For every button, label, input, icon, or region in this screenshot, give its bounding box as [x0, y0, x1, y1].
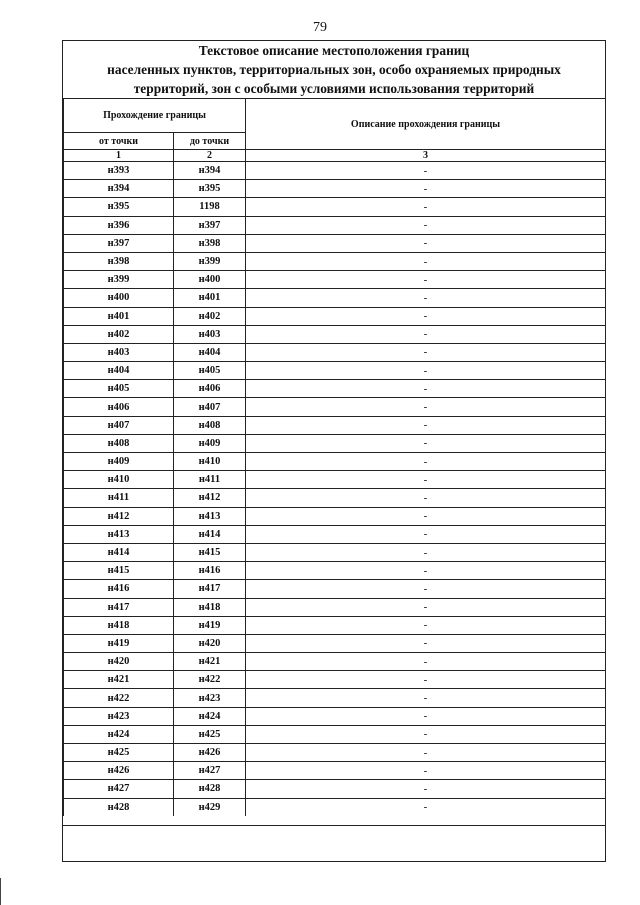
- cell-to-point: н398: [174, 234, 246, 252]
- cell-to-point: н402: [174, 307, 246, 325]
- title-line: населенных пунктов, территориальных зон, особо охраняемых природных: [107, 62, 561, 77]
- table-row: [64, 307, 606, 325]
- column-number-3: 3: [246, 150, 606, 162]
- table-row: [64, 507, 606, 525]
- cell-from-point: н413: [64, 525, 174, 543]
- cell-description: -: [246, 762, 606, 780]
- table-row: [64, 744, 606, 762]
- cell-from-point: н401: [64, 307, 174, 325]
- cell-description: -: [246, 216, 606, 234]
- table-body: [64, 162, 606, 816]
- cell-from-point: н420: [64, 653, 174, 671]
- table-row: [64, 562, 606, 580]
- cell-description: -: [246, 271, 606, 289]
- cell-to-point: н406: [174, 380, 246, 398]
- cell-description: -: [246, 562, 606, 580]
- cell-from-point: н412: [64, 507, 174, 525]
- cell-from-point: н422: [64, 689, 174, 707]
- table-header: [64, 99, 606, 162]
- cell-from-point: н407: [64, 416, 174, 434]
- cell-to-point: н421: [174, 653, 246, 671]
- cell-from-point: н397: [64, 234, 174, 252]
- cell-to-point: н407: [174, 398, 246, 416]
- cell-to-point: н413: [174, 507, 246, 525]
- table-row: [64, 198, 606, 216]
- cell-description: -: [246, 416, 606, 434]
- cell-from-point: н406: [64, 398, 174, 416]
- cell-description: -: [246, 671, 606, 689]
- cell-to-point: н404: [174, 343, 246, 361]
- table-row: [64, 416, 606, 434]
- cell-from-point: н425: [64, 744, 174, 762]
- table-row: [64, 798, 606, 816]
- cell-description: -: [246, 707, 606, 725]
- cell-description: -: [246, 198, 606, 216]
- header-from-point: от точки: [64, 133, 174, 150]
- cell-from-point: н398: [64, 252, 174, 270]
- table-row: [64, 325, 606, 343]
- table-row: [64, 616, 606, 634]
- cell-to-point: н411: [174, 471, 246, 489]
- cell-to-point: н419: [174, 616, 246, 634]
- cell-description: -: [246, 780, 606, 798]
- cell-to-point: н408: [174, 416, 246, 434]
- table-row: [64, 362, 606, 380]
- cell-description: -: [246, 343, 606, 361]
- cell-from-point: н408: [64, 434, 174, 452]
- table-row: [64, 762, 606, 780]
- cell-to-point: н395: [174, 180, 246, 198]
- cell-description: -: [246, 507, 606, 525]
- table-row: [64, 343, 606, 361]
- cell-to-point: н428: [174, 780, 246, 798]
- table-row: [64, 707, 606, 725]
- table-bottom-line: [63, 825, 605, 826]
- cell-description: -: [246, 598, 606, 616]
- cell-from-point: н395: [64, 198, 174, 216]
- cell-description: -: [246, 471, 606, 489]
- cell-description: -: [246, 380, 606, 398]
- cell-from-point: н400: [64, 289, 174, 307]
- cell-to-point: н414: [174, 525, 246, 543]
- cell-description: -: [246, 580, 606, 598]
- cell-to-point: н397: [174, 216, 246, 234]
- table-row: [64, 489, 606, 507]
- cell-from-point: н427: [64, 780, 174, 798]
- cell-from-point: н428: [64, 798, 174, 816]
- page-number: 79: [313, 20, 327, 35]
- cell-description: -: [246, 307, 606, 325]
- cell-to-point: н403: [174, 325, 246, 343]
- cell-description: -: [246, 489, 606, 507]
- table-row: [64, 543, 606, 561]
- table-row: [64, 252, 606, 270]
- cell-description: -: [246, 725, 606, 743]
- cell-description: -: [246, 252, 606, 270]
- cell-from-point: н417: [64, 598, 174, 616]
- cell-to-point: н412: [174, 489, 246, 507]
- table-row: [64, 289, 606, 307]
- cell-to-point: н399: [174, 252, 246, 270]
- table-row: [64, 271, 606, 289]
- cell-description: -: [246, 653, 606, 671]
- cell-from-point: н424: [64, 725, 174, 743]
- cell-to-point: н425: [174, 725, 246, 743]
- cell-from-point: н411: [64, 489, 174, 507]
- cell-to-point: н405: [174, 362, 246, 380]
- cell-description: -: [246, 453, 606, 471]
- cell-from-point: н421: [64, 671, 174, 689]
- cell-from-point: н419: [64, 634, 174, 652]
- cell-description: -: [246, 689, 606, 707]
- cell-from-point: н393: [64, 162, 174, 180]
- table-row: [64, 434, 606, 452]
- cell-from-point: н394: [64, 180, 174, 198]
- cell-description: -: [246, 180, 606, 198]
- cell-to-point: 1198: [174, 198, 246, 216]
- cell-to-point: н420: [174, 634, 246, 652]
- cell-to-point: н427: [174, 762, 246, 780]
- cell-to-point: н423: [174, 689, 246, 707]
- cell-from-point: н426: [64, 762, 174, 780]
- table-row: [64, 398, 606, 416]
- cell-to-point: н415: [174, 543, 246, 561]
- cell-description: -: [246, 325, 606, 343]
- cell-from-point: н415: [64, 562, 174, 580]
- cell-to-point: н426: [174, 744, 246, 762]
- document-frame: [62, 40, 606, 862]
- cell-to-point: н400: [174, 271, 246, 289]
- cell-to-point: н429: [174, 798, 246, 816]
- table-row: [64, 234, 606, 252]
- cell-description: -: [246, 798, 606, 816]
- cell-from-point: н405: [64, 380, 174, 398]
- cell-description: -: [246, 634, 606, 652]
- table-row: [64, 216, 606, 234]
- title-line: Текстовое описание местоположения границ: [198, 43, 470, 58]
- table-row: [64, 689, 606, 707]
- table-row: [64, 380, 606, 398]
- cell-description: -: [246, 525, 606, 543]
- cell-to-point: н422: [174, 671, 246, 689]
- table-row: [64, 525, 606, 543]
- cell-to-point: н409: [174, 434, 246, 452]
- document-title: [63, 41, 605, 98]
- table-row: [64, 598, 606, 616]
- header-passage: Прохождение границы: [64, 99, 246, 133]
- column-number-1: 1: [64, 150, 174, 162]
- table-row: [64, 453, 606, 471]
- cell-from-point: н410: [64, 471, 174, 489]
- cell-description: -: [246, 616, 606, 634]
- table-row: [64, 671, 606, 689]
- cell-to-point: н394: [174, 162, 246, 180]
- boundary-table: [63, 98, 606, 816]
- cell-to-point: н424: [174, 707, 246, 725]
- cell-to-point: н416: [174, 562, 246, 580]
- scan-edge-mark: [0, 878, 1, 905]
- table-row: [64, 180, 606, 198]
- column-number-2: 2: [174, 150, 246, 162]
- cell-from-point: н403: [64, 343, 174, 361]
- table-row: [64, 653, 606, 671]
- table-row: [64, 725, 606, 743]
- cell-from-point: н423: [64, 707, 174, 725]
- cell-description: -: [246, 744, 606, 762]
- table-row: [64, 580, 606, 598]
- title-line: территорий, зон с особыми условиями использования территорий: [133, 81, 535, 96]
- cell-from-point: н409: [64, 453, 174, 471]
- table-row: [64, 780, 606, 798]
- table-row: [64, 634, 606, 652]
- cell-description: -: [246, 162, 606, 180]
- cell-to-point: н418: [174, 598, 246, 616]
- cell-from-point: н399: [64, 271, 174, 289]
- table-row: [64, 162, 606, 180]
- cell-from-point: н402: [64, 325, 174, 343]
- cell-description: -: [246, 289, 606, 307]
- cell-from-point: н396: [64, 216, 174, 234]
- cell-description: -: [246, 362, 606, 380]
- cell-to-point: н401: [174, 289, 246, 307]
- header-to-point: до точки: [174, 133, 246, 150]
- cell-to-point: н410: [174, 453, 246, 471]
- cell-description: -: [246, 234, 606, 252]
- cell-from-point: н416: [64, 580, 174, 598]
- cell-description: -: [246, 434, 606, 452]
- cell-from-point: н418: [64, 616, 174, 634]
- header-description: Описание прохождения границы: [246, 99, 606, 150]
- table-row: [64, 471, 606, 489]
- cell-from-point: н414: [64, 543, 174, 561]
- cell-from-point: н404: [64, 362, 174, 380]
- cell-description: -: [246, 398, 606, 416]
- cell-description: -: [246, 543, 606, 561]
- cell-to-point: н417: [174, 580, 246, 598]
